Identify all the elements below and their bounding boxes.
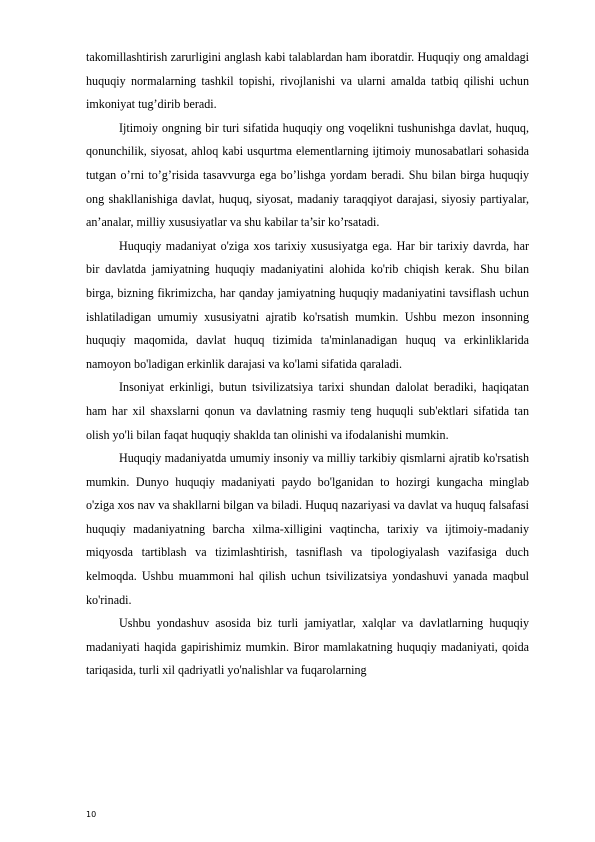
page-number: 10 — [86, 810, 97, 819]
paragraph: Ushbu yondashuv asosida biz turli jamiyatlar, xalqlar va davlatlarning huquqiy madaniyati haqida gapirishimiz mumkin. Biror mamlakatning huquqiy madaniyati, qoida tariqasida, turli xil qadriyatli yo'nalishlar va fuqarolarning — [86, 616, 529, 678]
paragraph: takomillashtirish zarurligini anglash kabi talablardan ham iboratdir. Huquqiy ong amaldagi huquqiy normalarning tashkil topishi, rivojlanishi va ularni amalda tatbiq qilishi uchun imkoniyat tug’dirib beradi. — [86, 50, 529, 112]
paragraph: Insoniyat erkinligi, butun tsivilizatsiya tarixi shundan dalolat beradiki, haqiqatan ham har xil shaxslarni qonun va davlatning rasmiy teng huquqli sub'ektlari sifatida tan olish yo'li bilan faqat huquqiy shaklda tan olinishi va ifodalanishi mumkin. — [86, 380, 529, 442]
paragraph: Huquqiy madaniyat o'ziga xos tarixiy xususiyatga ega. Har bir tarixiy davrda, har bir davlatda jamiyatning huquqiy madaniyatini alohida ko'rib chiqish kerak. Shu bilan birga, bizning fikrimizcha, har qanday jamiyatning huquqiy madaniyatini tavsiflash uchun ishlatiladigan umumiy xususiyatni ajratib ko'rsatish mumkin. Ushbu mezon insonning huquqiy maqomida, davlat huquq tizimida ta'minlanadigan huquq va erkinliklarida namoyon bo'ladigan erkinlik darajasi va ko'lami sifatida qaraladi. — [86, 238, 529, 371]
paragraph: Huquqiy madaniyatda umumiy insoniy va milliy tarkibiy qismlarni ajratib ko'rsatish mumkin. Dunyo huquqiy madaniyati paydo bo'lganidan to hozirgi kungacha minglab o'ziga xos nav va shakllarni bilgan va biladi. Huquq nazariyasi va davlat va huquq falsafasi huquqiy madaniyatning barcha xilma-xilligini vaqtincha, tarixiy va ijtimoiy-madaniy miqyosda tartiblash va tizimlashtirish, tasniflash va tipologiyalash vazifasiga duch kelmoqda. Ushbu muammoni hal qilish uchun tsivilizatsiya yondashuvi yanada maqbul ko'rinadi. — [86, 451, 529, 607]
document-page — [86, 46, 529, 683]
paragraph: Ijtimoiy ongning bir turi sifatida huquqiy ong voqelikni tushunishga davlat, huquq, qonunchilik, siyosat, ahloq kabi usqurtma elementlarning ijtimoiy munosabatlari sohasida tutgan o’rni to’g’risida tasavvurga ega bo’lishga yordam beradi. Shu bilan birga huquqiy ong shakllanishiga davlat, huquq, siyosat, madaniy taraqqiyot darajasi, siyosiy partiyalar, an’analar, milliy xususiyatlar va shu kabilar ta’sir ko’rsatadi. — [86, 120, 529, 230]
